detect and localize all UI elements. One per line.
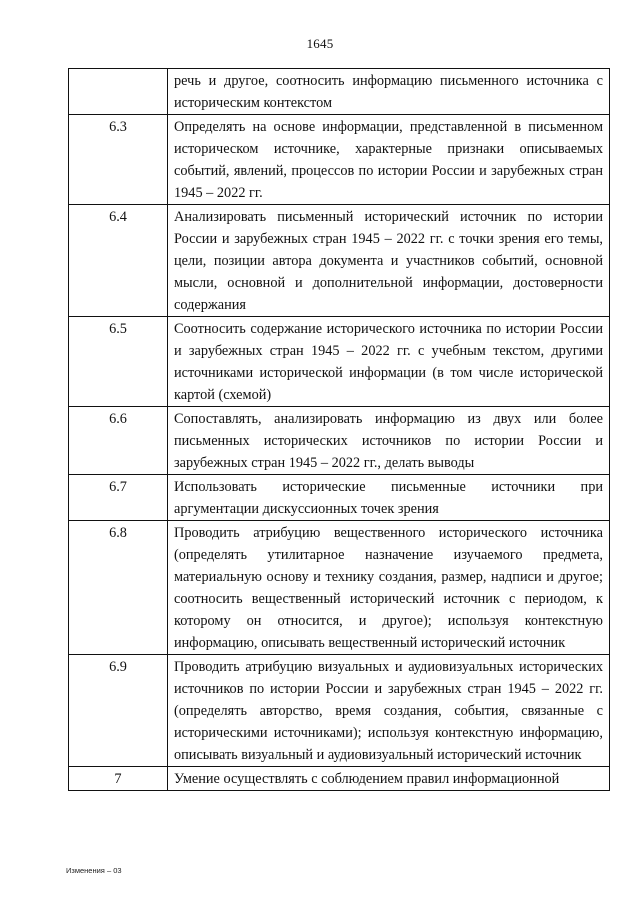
table-row [69, 115, 610, 205]
row-number: 6.9 [69, 655, 168, 767]
row-text: Умение осуществлять с соблюдением правил информационной [168, 767, 610, 791]
row-text: Анализировать письменный исторический источник по истории России и зарубежных стран 1945 – 2022 гг. с точки зрения его темы, цели, позиции автора документа и участников событий, основной мысли, основной и дополнительной информации, достоверности содержания [168, 205, 610, 317]
table-row [69, 69, 610, 115]
table-row [69, 407, 610, 475]
table-row [69, 205, 610, 317]
footer-revision-note: Изменения – 03 [66, 866, 122, 875]
requirements-table [68, 68, 610, 791]
row-text: речь и другое, соотносить информацию письменного источника с историческим контекстом [168, 69, 610, 115]
page-number: 1645 [306, 36, 334, 51]
row-number: 6.4 [69, 205, 168, 317]
row-number: 6.7 [69, 475, 168, 521]
row-text: Использовать исторические письменные источники при аргументации дискуссионных точек зрения [168, 475, 610, 521]
table-row [69, 521, 610, 655]
table-row [69, 475, 610, 521]
row-text: Сопоставлять, анализировать информацию из двух или более письменных исторических источников по истории России и зарубежных стран 1945 – 2022 гг., делать выводы [168, 407, 610, 475]
table-row [69, 655, 610, 767]
row-number [69, 69, 168, 115]
row-number: 6.3 [69, 115, 168, 205]
row-number: 6.6 [69, 407, 168, 475]
row-text: Проводить атрибуцию вещественного исторического источника (определять утилитарное назначение изучаемого предмета, материальную основу и технику создания, размер, надписи и другое; соотносить вещественный исторический источник с периодом, к которому он относится, и другое); используя контекстную информацию, описывать вещественный исторический источник [168, 521, 610, 655]
row-text: Проводить атрибуцию визуальных и аудиовизуальных исторических источников по истории России и зарубежных стран 1945 – 2022 гг. (определять авторство, время создания, события, связанные с историческими источниками); используя контекстную информацию, описывать визуальный и аудиовизуальный исторический источник [168, 655, 610, 767]
row-text: Определять на основе информации, представленной в письменном историческом источнике, характерные признаки описываемых событий, явлений, процессов по истории России и зарубежных стран 1945 – 2022 гг. [168, 115, 610, 205]
table-row [69, 767, 610, 791]
table-row [69, 317, 610, 407]
row-number: 6.5 [69, 317, 168, 407]
row-text: Соотносить содержание исторического источника по истории России и зарубежных стран 1945 – 2022 гг. с учебным текстом, другими источниками исторической информации (в том числе исторической картой (схемой) [168, 317, 610, 407]
row-number: 6.8 [69, 521, 168, 655]
row-number: 7 [69, 767, 168, 791]
